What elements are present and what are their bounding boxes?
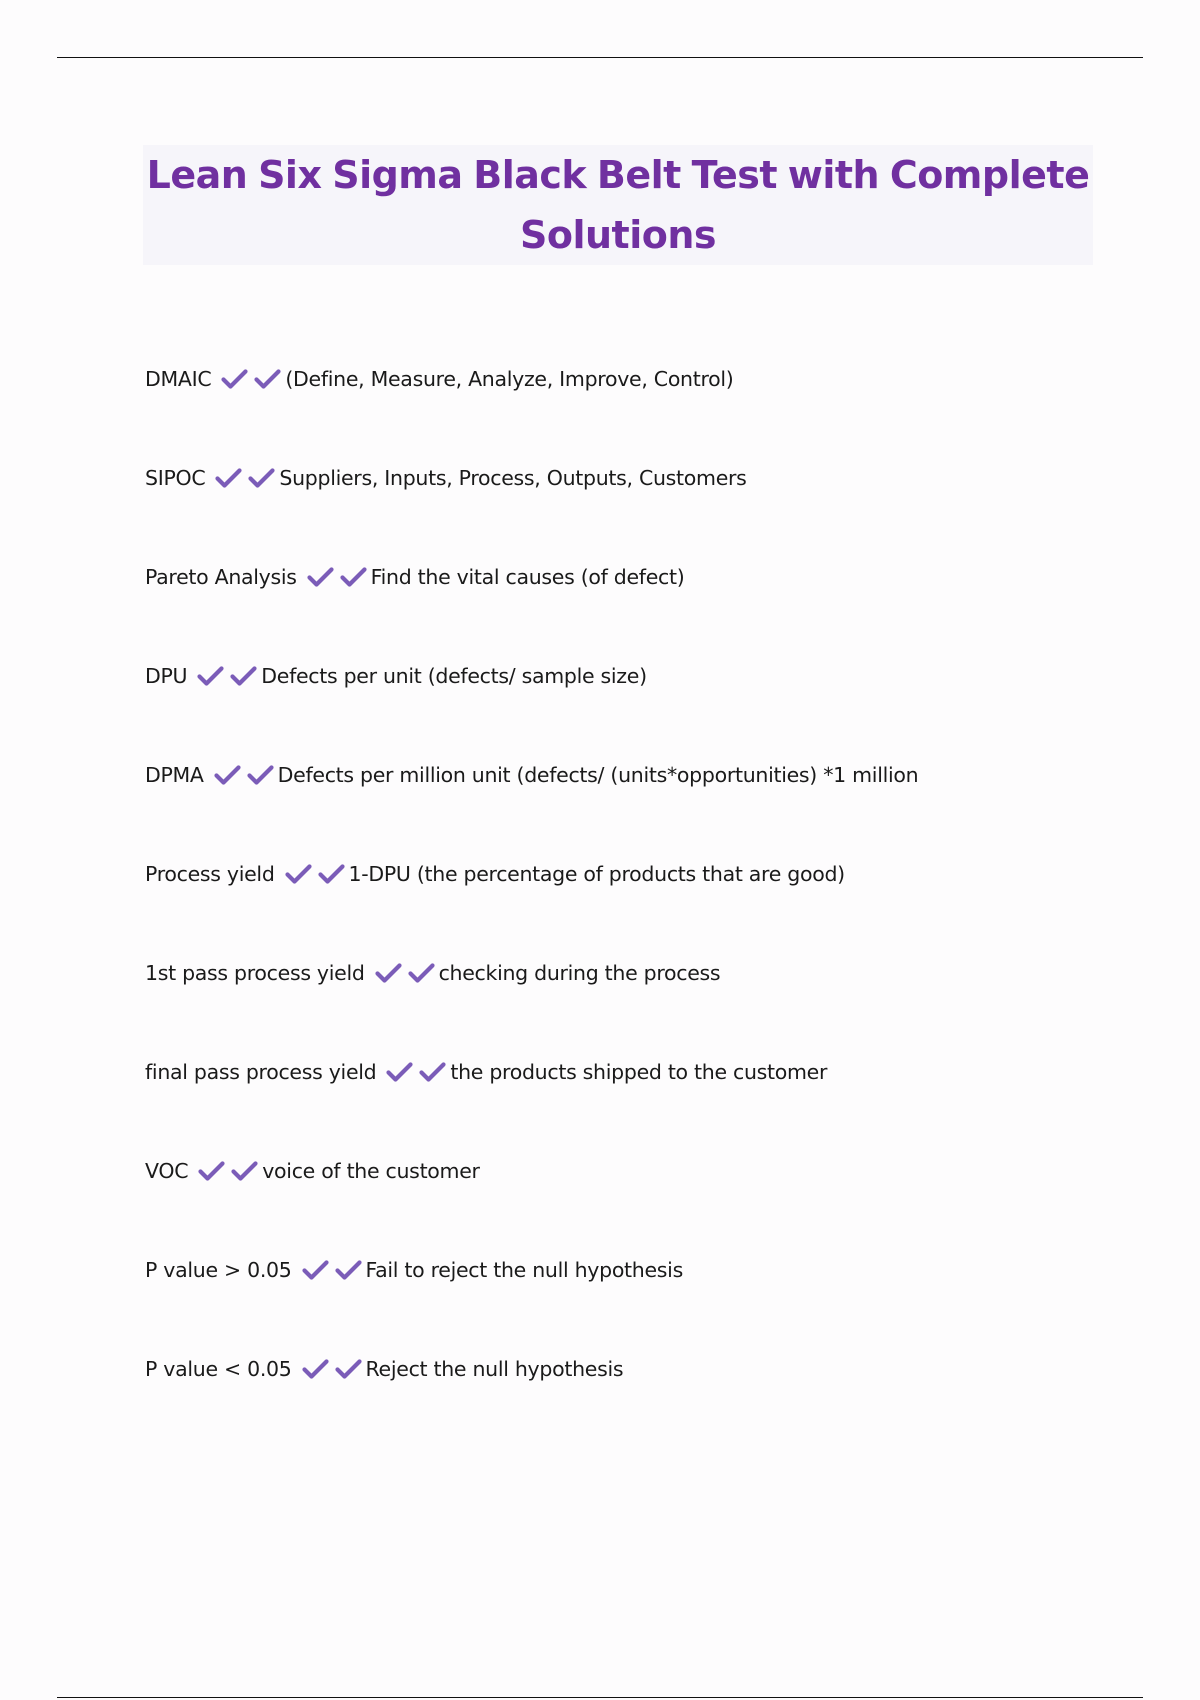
checkmark-icon [375,962,402,984]
question-term: VOC [145,1159,189,1183]
answer-text: Reject the null hypothesis [365,1357,624,1381]
checkmark-icon [215,467,242,489]
answer-text: Find the vital causes (of defect) [370,565,685,589]
checkmark-icon [230,665,257,687]
footer-rule [57,1697,1143,1698]
answer-text: the products shipped to the customer [450,1060,828,1084]
checkmark-icon [248,467,275,489]
answer-text: Suppliers, Inputs, Process, Outputs, Customers [279,466,747,490]
list-item [145,1057,1145,1156]
question-term: DMAIC [145,367,212,391]
checkmark-icon [419,1061,446,1083]
answer-marker [285,859,345,889]
question-term: 1st pass process yield [145,961,365,985]
checkmark-icon [335,1358,362,1380]
list-item [145,958,1145,1057]
list-item [145,1156,1145,1255]
checkmark-icon [254,368,281,390]
question-term: P value > 0.05 [145,1258,292,1282]
question-term: Pareto Analysis [145,565,297,589]
answer-text: Fail to reject the null hypothesis [365,1258,683,1282]
list-item [145,760,1145,859]
answer-marker [221,364,281,394]
answer-marker [215,463,275,493]
checkmark-icon [198,1160,225,1182]
checkmark-icon [214,764,241,786]
list-item [145,1255,1145,1354]
checkmark-icon [285,863,312,885]
answer-text: Defects per unit (defects/ sample size) [261,664,647,688]
checkmark-icon [231,1160,258,1182]
question-term: DPU [145,664,188,688]
checkmark-icon [197,665,224,687]
answer-text: 1-DPU (the percentage of products that are good) [348,862,845,886]
list-item [145,661,1145,760]
answer-marker [302,1255,362,1285]
question-term: DPMA [145,763,204,787]
answer-marker [197,661,257,691]
list-item [145,364,1145,463]
question-term: final pass process yield [145,1060,377,1084]
list-item [145,562,1145,661]
answer-marker [214,760,274,790]
page-title: Lean Six Sigma Black Belt Test with Complete Solutions [146,153,1090,257]
checkmark-icon [307,566,334,588]
checkmark-icon [340,566,367,588]
list-item [145,463,1145,562]
question-term: Process yield [145,862,275,886]
answer-marker [375,958,435,988]
qa-list [145,364,1145,1453]
answer-marker [307,562,367,592]
checkmark-icon [335,1259,362,1281]
question-term: SIPOC [145,466,206,490]
title-banner [143,145,1093,265]
list-item [145,859,1145,958]
checkmark-icon [386,1061,413,1083]
answer-marker [198,1156,258,1186]
answer-marker [386,1057,446,1087]
answer-text: Defects per million unit (defects/ (units*opportunities) *1 million [277,763,919,787]
question-term: P value < 0.05 [145,1357,292,1381]
checkmark-icon [247,764,274,786]
header-rule [57,57,1143,58]
answer-text: (Define, Measure, Analyze, Improve, Control) [285,367,734,391]
answer-text: voice of the customer [262,1159,480,1183]
checkmark-icon [318,863,345,885]
answer-text: checking during the process [438,961,721,985]
checkmark-icon [408,962,435,984]
checkmark-icon [302,1259,329,1281]
checkmark-icon [302,1358,329,1380]
checkmark-icon [221,368,248,390]
answer-marker [302,1354,362,1384]
list-item [145,1354,1145,1453]
